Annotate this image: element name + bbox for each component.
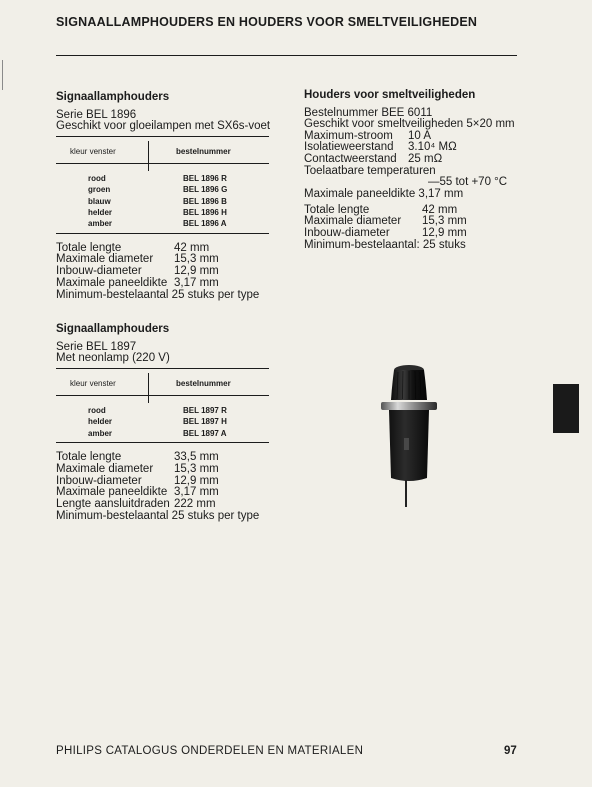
spec-label: Totale lengte — [56, 241, 122, 254]
spec-value: 33,5 mm — [174, 451, 219, 464]
order-number-text: Bestelnummer BEE 6011 — [304, 106, 433, 119]
spec-value: 222 mm — [174, 497, 216, 510]
cell-code: BEL 1897 A — [183, 428, 227, 438]
spec-value: 15,3 mm — [422, 215, 467, 228]
spec-value: 42 mm — [422, 203, 458, 216]
serie-text: Serie BEL 1897 — [56, 340, 137, 353]
spec-value: 3,17 mm — [174, 276, 219, 289]
spec-value: 12,9 mm — [174, 474, 219, 487]
cell-color: helder — [88, 207, 113, 217]
body-divider — [148, 164, 149, 171]
spec-label: Maximale diameter — [56, 253, 154, 266]
spec-label: Maximale paneeldikte — [56, 276, 168, 289]
table-header — [56, 137, 269, 164]
section-heading: Signaallamphouders — [56, 323, 170, 336]
spec-value: 10 A — [408, 129, 432, 142]
spec-row — [56, 499, 219, 511]
panel-thickness-text: Maximale paneeldikte 3,17 mm — [304, 188, 464, 201]
body-divider — [148, 396, 149, 403]
col-header-color: kleur venster — [70, 378, 116, 388]
spec-label: Inbouw-diameter — [304, 227, 390, 240]
section-bel-1897 — [56, 324, 271, 522]
table-row — [56, 207, 269, 218]
table-row — [56, 184, 269, 195]
page-number: 97 — [504, 745, 517, 757]
description-text: Met neonlamp (220 V) — [56, 352, 170, 365]
table-row — [56, 428, 269, 439]
spec-label: Maximum-stroom — [304, 129, 393, 142]
spec-label: Contactweerstand — [304, 153, 397, 166]
cell-color: rood — [88, 173, 106, 183]
right-column — [304, 90, 522, 251]
description-text: Geschikt voor gloeilampen met SX6s-voet — [56, 120, 271, 133]
temperature-value: —55 tot +70 °C — [428, 176, 508, 189]
cell-code: BEL 1896 G — [183, 185, 228, 195]
section-tab-marker — [553, 384, 579, 433]
cell-color: helder — [88, 417, 113, 427]
serie-text: Serie BEL 1896 — [56, 108, 137, 121]
spec-table-dimensions — [304, 205, 467, 240]
min-order-text: Minimum-bestelaantal: 25 stuks — [304, 238, 466, 251]
page-title: SIGNAALLAMPHOUDERS EN HOUDERS VOOR SMELTVEILIGHEDEN — [56, 15, 478, 29]
title-divider — [56, 55, 517, 56]
cell-color: groen — [88, 185, 111, 195]
min-order-text: Minimum-bestelaantal 25 stuks per type — [56, 288, 260, 301]
left-column — [56, 92, 271, 522]
spec-value: 3.10⁴ MΩ — [408, 141, 457, 154]
spec-value: 12,9 mm — [174, 265, 219, 278]
spec-label: Maximale diameter — [304, 215, 402, 228]
spec-label: Totale lengte — [56, 451, 122, 464]
cell-code: BEL 1896 H — [183, 207, 227, 217]
cell-code: BEL 1897 H — [183, 417, 227, 427]
spec-label: Lengte aansluitdraden — [56, 497, 170, 510]
header-divider — [148, 141, 149, 163]
spec-table — [56, 452, 219, 511]
color-table — [56, 368, 269, 443]
cell-code: BEL 1896 B — [183, 196, 227, 206]
spec-table — [304, 131, 457, 166]
spec-value: 25 mΩ — [408, 153, 443, 166]
table-body — [56, 396, 269, 442]
col-header-order: bestelnummer — [176, 146, 231, 156]
spec-value: 12,9 mm — [422, 227, 467, 240]
cell-code: BEL 1896 A — [183, 219, 227, 229]
description-text: Geschikt voor smeltveiligheden 5×20 mm — [304, 118, 515, 131]
cell-code: BEL 1897 R — [183, 405, 227, 415]
cell-code: BEL 1896 R — [183, 173, 227, 183]
spec-label: Totale lengte — [304, 203, 370, 216]
table-row — [56, 173, 269, 184]
spec-value: 42 mm — [174, 241, 210, 254]
table-row — [56, 405, 269, 416]
header-divider — [148, 373, 149, 395]
spec-value: 15,3 mm — [174, 462, 219, 475]
col-header-color: kleur venster — [70, 146, 116, 156]
binder-mark — [2, 60, 3, 90]
min-order-text: Minimum-bestelaantal 25 stuks per type — [56, 509, 260, 522]
spec-label: Maximale paneeldikte — [56, 486, 168, 499]
table-body — [56, 164, 269, 233]
fuse-holder-photo — [374, 360, 444, 510]
spec-row — [56, 464, 219, 476]
cell-color: rood — [88, 405, 106, 415]
cell-color: amber — [88, 428, 113, 438]
table-row — [56, 196, 269, 207]
spec-label: Inbouw-diameter — [56, 474, 142, 487]
spec-label: Maximale diameter — [56, 462, 154, 475]
spec-table — [56, 243, 219, 290]
section-heading: Signaallamphouders — [56, 91, 170, 103]
spec-value: 3,17 mm — [174, 486, 219, 499]
spec-value: 15,3 mm — [174, 253, 219, 266]
cell-color: blauw — [88, 196, 111, 206]
table-row — [56, 218, 269, 229]
spec-label: Inbouw-diameter — [56, 265, 142, 278]
spec-label: Isolatieweerstand — [304, 141, 394, 154]
spec-row — [56, 278, 219, 290]
temperature-label: Toelaatbare temperaturen — [304, 164, 436, 177]
section-bel-1896 — [56, 92, 271, 301]
section-heading: Houders voor smeltveiligheden — [304, 89, 476, 101]
footer-text: PHILIPS CATALOGUS ONDERDELEN EN MATERIALEN — [56, 745, 364, 757]
cell-color: amber — [88, 219, 113, 229]
table-row — [56, 416, 269, 427]
table-header — [56, 369, 269, 396]
color-table — [56, 136, 269, 234]
col-header-order: bestelnummer — [176, 378, 231, 388]
